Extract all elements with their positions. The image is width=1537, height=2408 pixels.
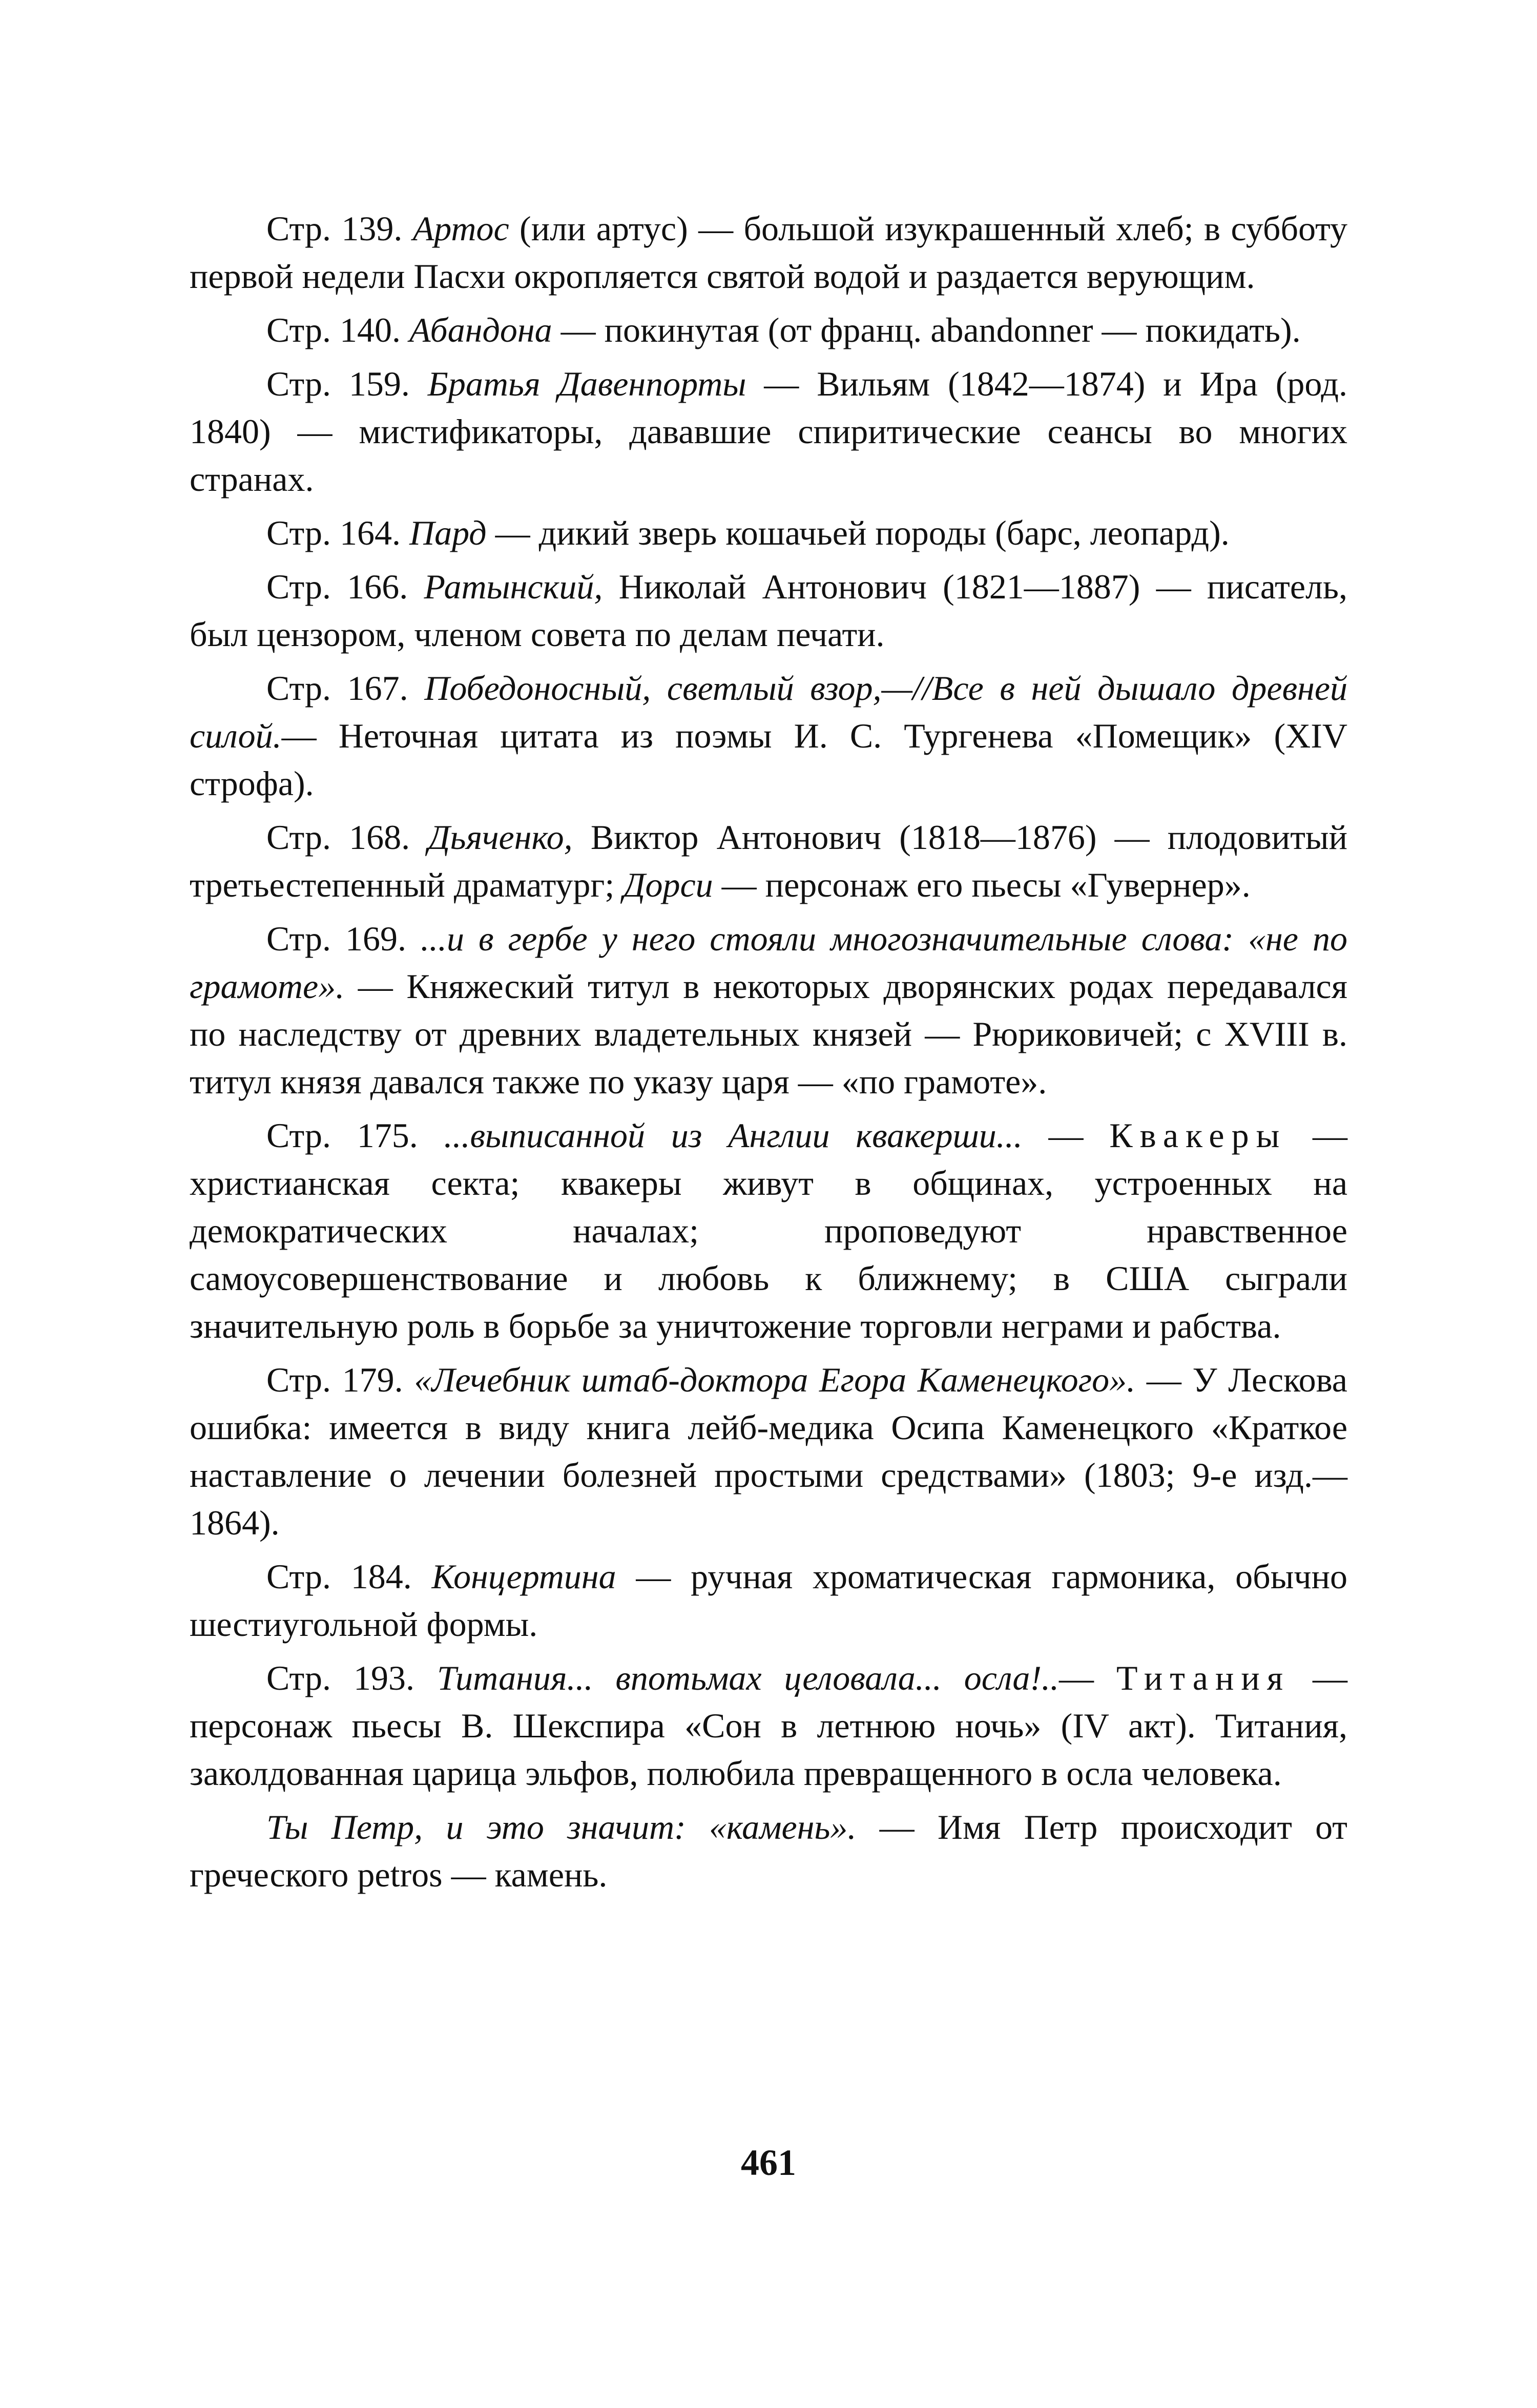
- note-term: Ратынский,: [424, 567, 603, 606]
- note-p168: [190, 814, 1347, 909]
- note-term: Титания... впотьмах целовала... осла!..: [437, 1658, 1060, 1697]
- page-ref: Стр. 140.: [266, 310, 401, 349]
- page-ref: Стр. 179.: [266, 1360, 403, 1399]
- note-term: Артос: [412, 209, 509, 248]
- note-p169: [190, 915, 1347, 1106]
- page-ref: Стр. 139.: [266, 209, 403, 248]
- page-ref: Стр. 184.: [266, 1557, 412, 1596]
- note-petr: [190, 1803, 1347, 1899]
- note-text: (или артус) — большой изукрашенный хлеб; в субботу первой недели Пасхи окропляется святой водой и раздается верующим.: [190, 209, 1347, 296]
- page-ref: Стр. 166.: [266, 567, 408, 606]
- page-ref: Стр. 168.: [266, 818, 410, 857]
- note-text: — Неточная цитата из поэмы И. С. Тургенева «Помещик» (XIV строфа).: [190, 716, 1347, 803]
- page-ref: Стр. 167.: [266, 669, 408, 708]
- note-text-pre: —: [1022, 1116, 1110, 1155]
- note-p167: [190, 665, 1347, 807]
- note-term: ...и в гербе у него стояли многозначительные слова: «не по грамоте».: [190, 919, 1347, 1006]
- note-term-2: Дорси: [623, 865, 713, 904]
- note-p193: [190, 1654, 1347, 1797]
- spaced-term: Титания: [1116, 1658, 1291, 1697]
- page-ref: Стр. 164.: [266, 513, 401, 552]
- note-p164: [190, 509, 1347, 557]
- note-p166: [190, 563, 1347, 658]
- page-ref: Стр. 159.: [266, 364, 410, 403]
- note-text: — христианская секта; квакеры живут в общинах, устроенных на демократических началах; проповедуют нравственное самоусовершенствование и любовь к ближнему; в США сыграли значительную роль в борьбе за уничтожение торговли неграми и рабства.: [190, 1116, 1348, 1345]
- page-ref: Стр. 169.: [266, 919, 407, 958]
- note-text: — дикий зверь кошачьей породы (барс, леопард).: [486, 513, 1230, 552]
- note-p159: [190, 360, 1347, 503]
- note-p175: [190, 1112, 1347, 1350]
- note-text: — Имя Петр происходит от греческого petros — камень.: [190, 1808, 1347, 1894]
- note-term: Концертина: [431, 1557, 616, 1596]
- note-text: — покинутая (от франц. abandonner — покидать).: [552, 310, 1301, 349]
- note-p184: [190, 1553, 1347, 1648]
- note-p139: [190, 205, 1347, 300]
- note-term: Пард: [409, 513, 487, 552]
- notes-page: [190, 205, 1347, 1905]
- note-text: Николай Антонович (1821—1887) — писатель, был цензором, членом совета по делам печати.: [190, 567, 1347, 654]
- page-ref: Стр. 193.: [266, 1658, 414, 1697]
- page-ref: Стр. 175.: [266, 1116, 418, 1155]
- note-term: Ты Петр, и это значит: «камень».: [266, 1808, 857, 1846]
- note-text-2: — персонаж его пьесы «Гувернер».: [713, 865, 1251, 904]
- note-term: Братья Давенпорты: [427, 364, 746, 403]
- note-p179: [190, 1356, 1347, 1547]
- note-text: — Княжеский титул в некоторых дворянских родах передавался по наследству от древних владетельных князей — Рюриковичей; с XVIII в. титул князя давался также по указу царя — «по грамоте».: [190, 967, 1347, 1101]
- note-term: «Лечебник штаб-доктора Егора Каменецкого».: [414, 1360, 1136, 1399]
- note-text: — персонаж пьесы В. Шекспира «Сон в летнюю ночь» (IV акт). Титания, заколдованная царица эльфов, полюбила превращенного в осла человека.: [190, 1658, 1348, 1793]
- note-term: ...выписанной из Англии квакерши...: [444, 1116, 1023, 1155]
- note-text: — У Лескова ошибка: имеется в виду книга лейб-медика Осипа Каменецкого «Краткое наставление о лечении болезней простыми средствами» (1803; 9-е изд.— 1864).: [190, 1360, 1347, 1542]
- note-text: — ручная хроматическая гармоника, обычно шестиугольной формы.: [190, 1557, 1347, 1644]
- note-text: — Вильям (1842—1874) и Ира (род. 1840) — мистификаторы, дававшие спиритические сеансы во многих странах.: [190, 364, 1347, 499]
- spaced-term: Квакеры: [1109, 1116, 1287, 1155]
- note-p140: [190, 306, 1347, 354]
- note-text-pre: —: [1059, 1658, 1117, 1697]
- note-text: Виктор Антонович (1818—1876) — плодовитый третьестепенный драматург;: [190, 818, 1347, 904]
- note-term: Дьяченко,: [428, 818, 573, 857]
- note-term: Победоносный, светлый взор,—//Все в ней дышало древней силой.: [190, 669, 1348, 755]
- note-term: Абандона: [409, 310, 552, 349]
- page-number: 461: [741, 2142, 796, 2183]
